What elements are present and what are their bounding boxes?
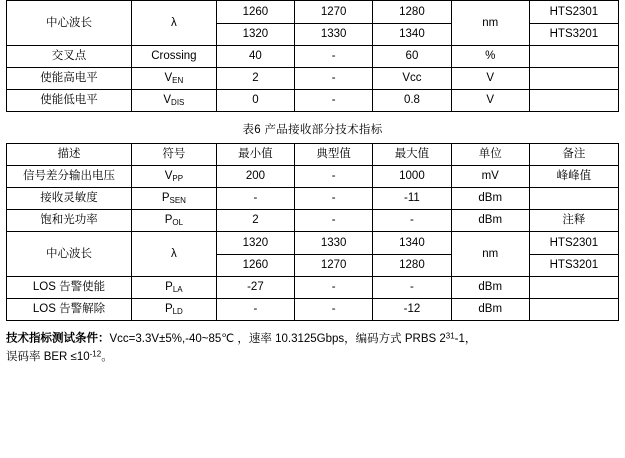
cell-value: 1320 (242, 28, 269, 41)
cell-value: - (295, 188, 373, 210)
table-caption: 表6 产品接收部分技术指标 (242, 124, 383, 136)
cell-value: 0 (216, 90, 294, 112)
note-line-2: 误码率 BER $\le 10^{-12}$。 (6, 349, 113, 363)
cell-value: 1340 (373, 232, 450, 254)
table-row (7, 68, 619, 90)
cell-value: Vcc (373, 68, 451, 90)
cell-remark: HTS2301 (530, 1, 618, 23)
cell-value: 1260 (242, 259, 269, 272)
table-row (7, 210, 619, 232)
table-row (7, 299, 619, 321)
cell-symbol: $P_{SEN}$ (132, 188, 217, 210)
cell-value: 40 (216, 46, 294, 68)
cell-value: 1340 (399, 28, 425, 41)
cell-value: 1280 (373, 1, 450, 23)
cell-symbol: $P_{LD}$ (132, 299, 217, 321)
cell-remark (529, 68, 618, 90)
cell-min-split (216, 1, 294, 46)
cell-remark (529, 46, 618, 68)
column-header: 单位 (451, 144, 529, 166)
cell-remark: 注释 (529, 210, 618, 232)
note-line-1: Vcc=3.3V±5%,-40~85℃ ，速率 10.3125Gbps，编码方式 PRBS $2^{31}-1$， (109, 331, 477, 345)
cell-value: 1330 (320, 28, 347, 41)
cell-value: - (295, 277, 373, 299)
cell-value: - (216, 299, 294, 321)
cell-desc: 中心波长 (7, 232, 132, 277)
table-row (7, 277, 619, 299)
cell-desc: 接收灵敏度 (7, 188, 132, 210)
cell-remark-split (529, 1, 618, 46)
cell-value: 1280 (399, 259, 425, 272)
cell-min-split (216, 232, 294, 277)
cell-symbol: λ (132, 1, 217, 46)
cell-unit: dBm (451, 188, 529, 210)
cell-max-split (373, 1, 451, 46)
table-receiver-specs (6, 143, 619, 321)
cell-value: 1320 (217, 232, 294, 254)
cell-remark: HTS3201 (549, 259, 599, 272)
cell-desc: 饱和光功率 (7, 210, 132, 232)
test-conditions-note (6, 330, 619, 367)
cell-value: - (295, 46, 373, 68)
cell-unit: dBm (451, 210, 529, 232)
cell-unit: mV (451, 166, 529, 188)
note-label: 技术指标测试条件： (6, 332, 110, 345)
cell-symbol: $V_{DIS}$ (132, 90, 217, 112)
cell-value: 1270 (295, 1, 372, 23)
table-row (7, 1, 619, 46)
cell-remark (529, 90, 618, 112)
cell-value: - (373, 277, 451, 299)
table-row (7, 188, 619, 210)
cell-remark: 峰峰值 (529, 166, 618, 188)
cell-desc: 信号差分输出电压 (7, 166, 132, 188)
column-header: 典型值 (295, 144, 373, 166)
cell-remark: HTS3201 (549, 28, 599, 41)
cell-symbol: λ (132, 232, 217, 277)
cell-symbol: $P_{LA}$ (132, 277, 217, 299)
cell-unit: V (451, 90, 529, 112)
cell-value: 1270 (320, 259, 347, 272)
cell-max-split (373, 232, 451, 277)
cell-typ-split (295, 232, 373, 277)
cell-value: 2 (216, 210, 294, 232)
cell-value: -12 (373, 299, 451, 321)
cell-symbol: $V_{EN}$ (132, 68, 217, 90)
cell-value: 1330 (295, 232, 372, 254)
cell-unit: dBm (451, 277, 529, 299)
column-header: 符号 (132, 144, 217, 166)
table-row (7, 232, 619, 277)
cell-value: -11 (373, 188, 451, 210)
table-row (7, 90, 619, 112)
cell-desc: 使能低电平 (7, 90, 132, 112)
column-header: 最小值 (216, 144, 294, 166)
cell-value: - (216, 188, 294, 210)
cell-value: 1000 (373, 166, 451, 188)
cell-remark (529, 188, 618, 210)
cell-symbol: $V_{PP}$ (132, 166, 217, 188)
cell-remark (529, 277, 618, 299)
cell-value: - (295, 166, 373, 188)
cell-value: 200 (216, 166, 294, 188)
cell-value: - (295, 90, 373, 112)
cell-value: 1260 (217, 1, 294, 23)
cell-desc: 交叉点 (7, 46, 132, 68)
cell-unit: nm (451, 1, 529, 46)
cell-value: -27 (216, 277, 294, 299)
cell-unit: dBm (451, 299, 529, 321)
cell-value: - (295, 68, 373, 90)
table-row (7, 166, 619, 188)
cell-unit: V (451, 68, 529, 90)
cell-value: - (373, 210, 451, 232)
cell-remark: HTS2301 (530, 232, 618, 254)
table-transmitter-specs (6, 0, 619, 112)
cell-unit: nm (451, 232, 529, 277)
column-header: 备注 (529, 144, 618, 166)
cell-desc: LOS 告警使能 (7, 277, 132, 299)
cell-desc: LOS 告警解除 (7, 299, 132, 321)
cell-unit: % (451, 46, 529, 68)
cell-value: 0.8 (373, 90, 451, 112)
cell-remark-split (529, 232, 618, 277)
cell-typ-split (295, 1, 373, 46)
cell-value: 60 (373, 46, 451, 68)
cell-value: - (295, 210, 373, 232)
cell-value: 2 (216, 68, 294, 90)
column-header: 描述 (7, 144, 132, 166)
cell-value: - (295, 299, 373, 321)
cell-symbol: $P_{OL}$ (132, 210, 217, 232)
column-header: 最大值 (373, 144, 451, 166)
cell-desc: 使能高电平 (7, 68, 132, 90)
table-header-row (7, 144, 619, 166)
cell-remark (529, 299, 618, 321)
cell-desc: 中心波长 (7, 1, 132, 46)
cell-symbol: Crossing (132, 46, 217, 68)
table-row (7, 46, 619, 68)
